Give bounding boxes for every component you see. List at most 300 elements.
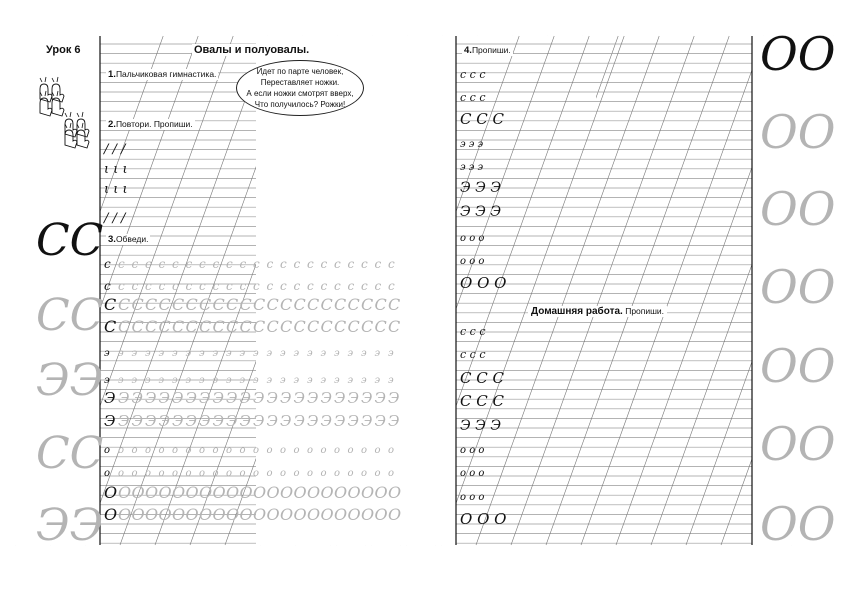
trace-letter-dotted: о xyxy=(226,445,233,456)
homework-letters: С С С xyxy=(460,392,504,410)
trace-letter-dotted: Э xyxy=(199,389,211,407)
trace-letter-dotted: э xyxy=(293,375,300,386)
poem-line: Переставляет ножки. xyxy=(260,78,340,87)
trace-letter-dotted: с xyxy=(361,279,368,293)
trace-letter-dotted: о xyxy=(253,445,260,456)
trace-letter-dotted: э xyxy=(226,348,232,359)
trace-letter-dotted: с xyxy=(239,279,247,293)
trace-letter-dotted: Э xyxy=(118,389,130,407)
trace-letter-dotted: С xyxy=(280,317,293,336)
margin-sample-letters: ОО xyxy=(760,417,836,471)
practice-strokes: / / / xyxy=(104,142,126,157)
trace-letter-dotted: с xyxy=(293,257,301,271)
trace-letter-dotted: Э xyxy=(361,412,373,430)
trace-letter-dotted: с xyxy=(347,257,355,271)
trace-letter-dotted: о xyxy=(239,445,246,456)
trace-letter-dotted: о xyxy=(388,468,395,479)
poem-bubble xyxy=(236,60,364,116)
trace-letter-dotted: о xyxy=(172,468,179,479)
trace-letter-dotted: э xyxy=(131,348,138,359)
trace-letter-dotted: Э xyxy=(226,389,238,407)
trace-letter-dotted: с xyxy=(307,257,314,271)
trace-letter-dotted: С xyxy=(158,295,171,314)
trace-letter-dotted: Э xyxy=(307,389,319,407)
trace-letter-dotted: э xyxy=(226,375,232,386)
trace-letter-dotted: О xyxy=(374,505,388,524)
trace-letter-dotted: о xyxy=(185,445,192,456)
trace-letter-dotted: э xyxy=(334,348,340,359)
trace-letter-solid: с xyxy=(104,257,111,271)
slant-line xyxy=(581,36,764,545)
homework-letters: О О О xyxy=(460,510,507,528)
trace-letter-dotted: э xyxy=(293,348,300,359)
trace-letter-dotted: С xyxy=(226,295,239,314)
trace-letter-dotted: С xyxy=(307,317,320,336)
trace-letter-dotted: э xyxy=(347,375,354,386)
trace-letter-dotted: о xyxy=(158,468,165,479)
trace-letter-dotted: О xyxy=(145,483,159,502)
trace-letter-dotted: э xyxy=(388,348,394,359)
trace-letter-dotted: с xyxy=(172,257,179,271)
trace-row xyxy=(104,279,395,293)
homework-text: Пропиши. xyxy=(625,306,665,316)
trace-letter-dotted: Э xyxy=(361,389,373,407)
trace-letter-dotted: О xyxy=(266,483,280,502)
margin-sample-letters: СС xyxy=(36,428,104,479)
trace-letter-dotted: о xyxy=(212,468,219,479)
trace-letter-dotted: Э xyxy=(118,412,130,430)
homework-letters: с с с xyxy=(460,325,486,338)
trace-letter-dotted: Э xyxy=(280,412,292,430)
trace-letter-dotted: С xyxy=(266,295,279,314)
trace-letter-dotted: Э xyxy=(374,389,386,407)
trace-letter-dotted: С xyxy=(131,317,144,336)
practice-strokes: ι ι ι xyxy=(104,182,128,197)
trace-letter-dotted: С xyxy=(361,295,374,314)
trace-letter-dotted: О xyxy=(347,505,361,524)
margin-sample-letters: ОО xyxy=(760,339,836,393)
trace-letter-dotted: Э xyxy=(185,389,197,407)
trace-letter-dotted: с xyxy=(388,257,395,271)
trace-letter-dotted: с xyxy=(239,257,247,271)
homework-letters: о о о xyxy=(460,468,485,479)
trace-letter-dotted: э xyxy=(172,375,178,386)
practice-letters: Э Э Э xyxy=(460,180,502,196)
trace-letter-dotted: Э xyxy=(280,389,292,407)
trace-letter-dotted: с xyxy=(374,279,382,293)
trace-letter-dotted: с xyxy=(226,279,233,293)
trace-letter-dotted: О xyxy=(131,483,145,502)
trace-letter-dotted: с xyxy=(212,279,220,293)
trace-row xyxy=(104,348,394,359)
trace-letter-dotted: о xyxy=(361,445,368,456)
trace-letter-dotted: О xyxy=(388,483,402,502)
margin-sample-letters: ЭЭ xyxy=(36,500,104,551)
trace-letter-solid: э xyxy=(104,375,110,386)
trace-letter-dotted: о xyxy=(226,468,233,479)
trace-letter-dotted: С xyxy=(334,317,347,336)
trace-letter-dotted: О xyxy=(374,483,388,502)
trace-letter-dotted: С xyxy=(131,295,144,314)
task3-number: 3. xyxy=(108,234,116,245)
trace-letter-dotted: О xyxy=(212,483,226,502)
trace-letter-dotted: С xyxy=(145,317,158,336)
trace-letter-dotted: с xyxy=(226,257,233,271)
trace-letter-dotted: С xyxy=(212,295,225,314)
trace-letter-dotted: э xyxy=(172,348,178,359)
trace-letter-dotted: о xyxy=(347,445,354,456)
trace-letter-dotted: о xyxy=(320,468,327,479)
trace-row xyxy=(104,483,401,502)
trace-letter-dotted: О xyxy=(199,483,213,502)
trace-letter-dotted: о xyxy=(118,445,125,456)
trace-letter-dotted: С xyxy=(185,317,198,336)
trace-letter-dotted: О xyxy=(226,505,240,524)
trace-letter-dotted: С xyxy=(388,317,401,336)
homework-bold: Домашняя работа. xyxy=(531,306,623,317)
trace-row xyxy=(104,445,394,456)
trace-letter-dotted: С xyxy=(334,295,347,314)
trace-letter-dotted: С xyxy=(212,317,225,336)
trace-letter-dotted: О xyxy=(361,483,375,502)
trace-letter-dotted: э xyxy=(199,375,205,386)
trace-row xyxy=(104,505,401,524)
trace-letter-dotted: О xyxy=(158,483,172,502)
trace-row xyxy=(104,317,400,336)
trace-letter-dotted: О xyxy=(118,483,132,502)
trace-letter-dotted: э xyxy=(199,348,205,359)
task2-number: 2. xyxy=(108,119,116,130)
trace-letter-dotted: с xyxy=(266,257,274,271)
trace-letter-dotted: о xyxy=(374,468,381,479)
trace-letter-dotted: о xyxy=(239,468,246,479)
trace-letter-solid: э xyxy=(104,348,110,359)
trace-letter-dotted: о xyxy=(158,445,165,456)
trace-letter-dotted: Э xyxy=(239,412,251,430)
trace-letter-dotted: С xyxy=(118,317,131,336)
trace-letter-solid: о xyxy=(104,445,111,456)
trace-letter-dotted: о xyxy=(293,468,300,479)
trace-letter-dotted: э xyxy=(158,375,165,386)
trace-letter-dotted: Э xyxy=(158,389,170,407)
trace-letter-dotted: э xyxy=(118,348,124,359)
trace-letter-solid: С xyxy=(104,295,117,314)
trace-letter-dotted: С xyxy=(199,295,212,314)
trace-letter-dotted: О xyxy=(118,505,132,524)
trace-letter-dotted: С xyxy=(118,295,131,314)
margin-sample-letters: СС xyxy=(36,215,104,266)
margin-sample-letters: ОО xyxy=(760,260,836,314)
trace-letter-dotted: э xyxy=(131,375,138,386)
trace-letter-dotted: э xyxy=(185,348,192,359)
trace-letter-dotted: с xyxy=(158,257,166,271)
trace-letter-dotted: О xyxy=(185,483,199,502)
trace-letter-dotted: э xyxy=(347,348,354,359)
trace-letter-dotted: Э xyxy=(320,389,332,407)
task1-label xyxy=(106,69,218,80)
trace-letter-dotted: с xyxy=(280,279,287,293)
trace-letter-dotted: О xyxy=(131,505,145,524)
trace-letter-dotted: Э xyxy=(253,389,265,407)
trace-letter-dotted: о xyxy=(131,445,138,456)
trace-letter-dotted: Э xyxy=(226,412,238,430)
trace-row xyxy=(104,468,394,479)
trace-letter-dotted: о xyxy=(145,445,152,456)
trace-letter-dotted: с xyxy=(347,279,355,293)
trace-letter-dotted: с xyxy=(199,257,206,271)
trace-letter-dotted: э xyxy=(361,375,367,386)
trace-letter-dotted: э xyxy=(334,375,340,386)
trace-letter-dotted: э xyxy=(374,375,381,386)
trace-letter-dotted: э xyxy=(158,348,165,359)
trace-letter-dotted: о xyxy=(185,468,192,479)
trace-letter-dotted: с xyxy=(145,279,152,293)
trace-letter-dotted: о xyxy=(347,468,354,479)
trace-letter-dotted: С xyxy=(388,295,401,314)
trace-letter-solid: С xyxy=(104,317,117,336)
trace-letter-dotted: О xyxy=(239,483,253,502)
trace-letter-dotted: с xyxy=(388,279,395,293)
margin-sample-letters: ОО xyxy=(760,182,836,236)
trace-letter-dotted: э xyxy=(185,375,192,386)
trace-letter-dotted: о xyxy=(172,445,179,456)
trace-row xyxy=(104,295,400,314)
trace-letter-dotted: О xyxy=(280,505,294,524)
trace-letter-dotted: С xyxy=(347,317,360,336)
trace-letter-dotted: Э xyxy=(320,412,332,430)
trace-letter-dotted: э xyxy=(374,348,381,359)
homework-letters: о о о xyxy=(460,492,485,503)
trace-letter-dotted: О xyxy=(239,505,253,524)
trace-letter-dotted: Э xyxy=(388,389,400,407)
trace-letter-dotted: с xyxy=(320,257,328,271)
trace-letter-solid: с xyxy=(104,279,111,293)
trace-letter-dotted: э xyxy=(320,348,327,359)
trace-letter-dotted: с xyxy=(334,257,341,271)
task4-label xyxy=(462,45,513,56)
trace-letter-dotted: Э xyxy=(158,412,170,430)
homework-letters: Э Э Э xyxy=(460,418,502,434)
trace-letter-dotted: э xyxy=(266,375,273,386)
trace-letter-dotted: о xyxy=(199,445,206,456)
practice-strokes: / / / xyxy=(104,211,126,226)
task4-number: 4. xyxy=(464,45,472,56)
trace-letter-dotted: с xyxy=(307,279,314,293)
trace-row xyxy=(104,389,399,407)
trace-letter-dotted: С xyxy=(320,317,333,336)
trace-letter-dotted: О xyxy=(293,505,307,524)
poem-line: Что получилось? Рожки! xyxy=(254,100,346,109)
trace-row xyxy=(104,412,399,430)
task3-text: Обведи. xyxy=(115,234,149,244)
poem-line: Идет по парте человек, xyxy=(256,67,344,76)
trace-letter-dotted: о xyxy=(145,468,152,479)
trace-letter-dotted: О xyxy=(266,505,280,524)
trace-letter-dotted: с xyxy=(253,257,260,271)
margin-sample-letters: СС xyxy=(36,290,104,341)
trace-letter-dotted: С xyxy=(239,295,252,314)
trace-letter-dotted: О xyxy=(226,483,240,502)
trace-letter-dotted: Э xyxy=(266,389,278,407)
trace-letter-dotted: с xyxy=(185,257,193,271)
trace-letter-dotted: с xyxy=(145,257,152,271)
trace-letter-dotted: О xyxy=(361,505,375,524)
trace-letter-dotted: С xyxy=(307,295,320,314)
trace-letter-dotted: с xyxy=(199,279,206,293)
trace-letter-dotted: о xyxy=(266,468,273,479)
trace-letter-dotted: с xyxy=(131,257,139,271)
trace-letter-dotted: о xyxy=(280,445,287,456)
trace-letter-dotted: э xyxy=(280,375,286,386)
homework-label xyxy=(528,306,667,317)
trace-letter-dotted: Э xyxy=(199,412,211,430)
trace-letter-dotted: С xyxy=(199,317,212,336)
poem-line: А если ножки смотрят вверх, xyxy=(246,89,354,98)
trace-letter-dotted: с xyxy=(293,279,301,293)
trace-letter-dotted: Э xyxy=(212,389,224,407)
trace-letter-dotted: С xyxy=(374,317,387,336)
trace-letter-dotted: э xyxy=(266,348,273,359)
trace-letter-dotted: э xyxy=(253,375,259,386)
task4-text: Пропиши. xyxy=(471,45,511,55)
trace-letter-dotted: О xyxy=(212,505,226,524)
practice-letters: э э э xyxy=(460,162,484,173)
task3-label xyxy=(106,234,150,245)
task1-text: Пальчиковая гимнастика. xyxy=(115,69,217,79)
trace-letter-dotted: с xyxy=(361,257,368,271)
trace-letter-dotted: э xyxy=(361,348,367,359)
practice-letters: с с с xyxy=(460,91,486,104)
trace-letter-dotted: о xyxy=(374,445,381,456)
practice-letters: о о о xyxy=(460,233,485,244)
trace-letter-dotted: Э xyxy=(212,412,224,430)
trace-letter-dotted: О xyxy=(280,483,294,502)
trace-letter-dotted: Э xyxy=(172,389,184,407)
trace-letter-dotted: Э xyxy=(145,412,157,430)
trace-letter-dotted: С xyxy=(361,317,374,336)
lesson-label: Урок 6 xyxy=(46,44,81,56)
trace-letter-dotted: О xyxy=(293,483,307,502)
practice-letters: с с с xyxy=(460,68,486,81)
trace-letter-dotted: О xyxy=(307,483,321,502)
trace-letter-dotted: э xyxy=(307,348,313,359)
trace-letter-dotted: с xyxy=(253,279,260,293)
trace-letter-dotted: о xyxy=(118,468,125,479)
trace-letter-dotted: О xyxy=(145,505,159,524)
trace-letter-dotted: э xyxy=(118,375,124,386)
practice-letters: О О О xyxy=(460,274,507,292)
trace-letter-dotted: Э xyxy=(293,412,305,430)
trace-letter-dotted: о xyxy=(388,445,395,456)
trace-letter-dotted: С xyxy=(253,317,266,336)
trace-letter-dotted: О xyxy=(320,483,334,502)
trace-letter-dotted: о xyxy=(320,445,327,456)
trace-letter-dotted: о xyxy=(253,468,260,479)
trace-letter-dotted: С xyxy=(280,295,293,314)
trace-letter-dotted: Э xyxy=(388,412,400,430)
trace-letter-dotted: Э xyxy=(131,412,143,430)
trace-letter-dotted: О xyxy=(253,505,267,524)
trace-letter-dotted: о xyxy=(199,468,206,479)
trace-letter-dotted: Э xyxy=(334,389,346,407)
trace-letter-dotted: э xyxy=(320,375,327,386)
trace-letter-dotted: Э xyxy=(307,412,319,430)
trace-letter-dotted: О xyxy=(158,505,172,524)
trace-letter-dotted: э xyxy=(145,348,151,359)
trace-letter-dotted: э xyxy=(239,348,246,359)
practice-strokes: ι ι ι xyxy=(104,162,128,177)
margin-sample-letters: ОО xyxy=(760,105,836,159)
trace-row xyxy=(104,257,395,271)
practice-letters: о о о xyxy=(460,256,485,267)
trace-letter-dotted: О xyxy=(334,505,348,524)
trace-letter-dotted: С xyxy=(253,295,266,314)
trace-letter-dotted: Э xyxy=(185,412,197,430)
trace-letter-dotted: С xyxy=(185,295,198,314)
trace-letter-dotted: о xyxy=(334,445,341,456)
trace-letter-dotted: С xyxy=(172,317,185,336)
trace-letter-dotted: О xyxy=(388,505,402,524)
trace-letter-dotted: с xyxy=(334,279,341,293)
trace-letter-solid: О xyxy=(104,483,118,502)
trace-letter-dotted: с xyxy=(185,279,193,293)
trace-letter-dotted: С xyxy=(226,317,239,336)
trace-letter-dotted: С xyxy=(172,295,185,314)
trace-letter-dotted: э xyxy=(388,375,394,386)
trace-letter-dotted: с xyxy=(374,257,382,271)
trace-letter-dotted: о xyxy=(361,468,368,479)
trace-letter-solid: Э xyxy=(104,412,116,430)
trace-letter-dotted: О xyxy=(307,505,321,524)
trace-letter-dotted: о xyxy=(266,445,273,456)
trace-letter-dotted: Э xyxy=(253,412,265,430)
trace-letter-dotted: Э xyxy=(131,389,143,407)
trace-letter-dotted: э xyxy=(212,348,219,359)
trace-letter-dotted: О xyxy=(320,505,334,524)
margin-sample-letters: ОО xyxy=(760,27,836,81)
trace-letter-dotted: э xyxy=(307,375,313,386)
trace-letter-dotted: Э xyxy=(293,389,305,407)
trace-letter-dotted: О xyxy=(199,505,213,524)
practice-letters: С С С xyxy=(460,110,504,128)
trace-letter-dotted: Э xyxy=(347,389,359,407)
practice-letters: э э э xyxy=(460,139,484,150)
trace-letter-dotted: Э xyxy=(172,412,184,430)
trace-letter-dotted: э xyxy=(239,375,246,386)
trace-letter-dotted: с xyxy=(212,257,220,271)
trace-letter-dotted: о xyxy=(212,445,219,456)
page-title: Овалы и полуовалы. xyxy=(194,44,310,56)
trace-letter-dotted: о xyxy=(131,468,138,479)
trace-letter-dotted: С xyxy=(266,317,279,336)
trace-letter-dotted: О xyxy=(253,483,267,502)
margin-sample-letters: ЭЭ xyxy=(36,355,104,406)
trace-letter-dotted: Э xyxy=(374,412,386,430)
trace-letter-dotted: с xyxy=(131,279,139,293)
task1-number: 1. xyxy=(108,69,116,80)
trace-letter-dotted: э xyxy=(253,348,259,359)
trace-letter-dotted: с xyxy=(266,279,274,293)
trace-letter-dotted: с xyxy=(118,279,125,293)
trace-letter-dotted: о xyxy=(280,468,287,479)
trace-letter-dotted: О xyxy=(172,483,186,502)
trace-letter-dotted: О xyxy=(172,505,186,524)
trace-letter-dotted: О xyxy=(185,505,199,524)
margin-sample-letters: ОО xyxy=(760,497,836,551)
trace-letter-dotted: с xyxy=(118,257,125,271)
trace-letter-dotted: Э xyxy=(266,412,278,430)
homework-letters: С С С xyxy=(460,369,504,387)
